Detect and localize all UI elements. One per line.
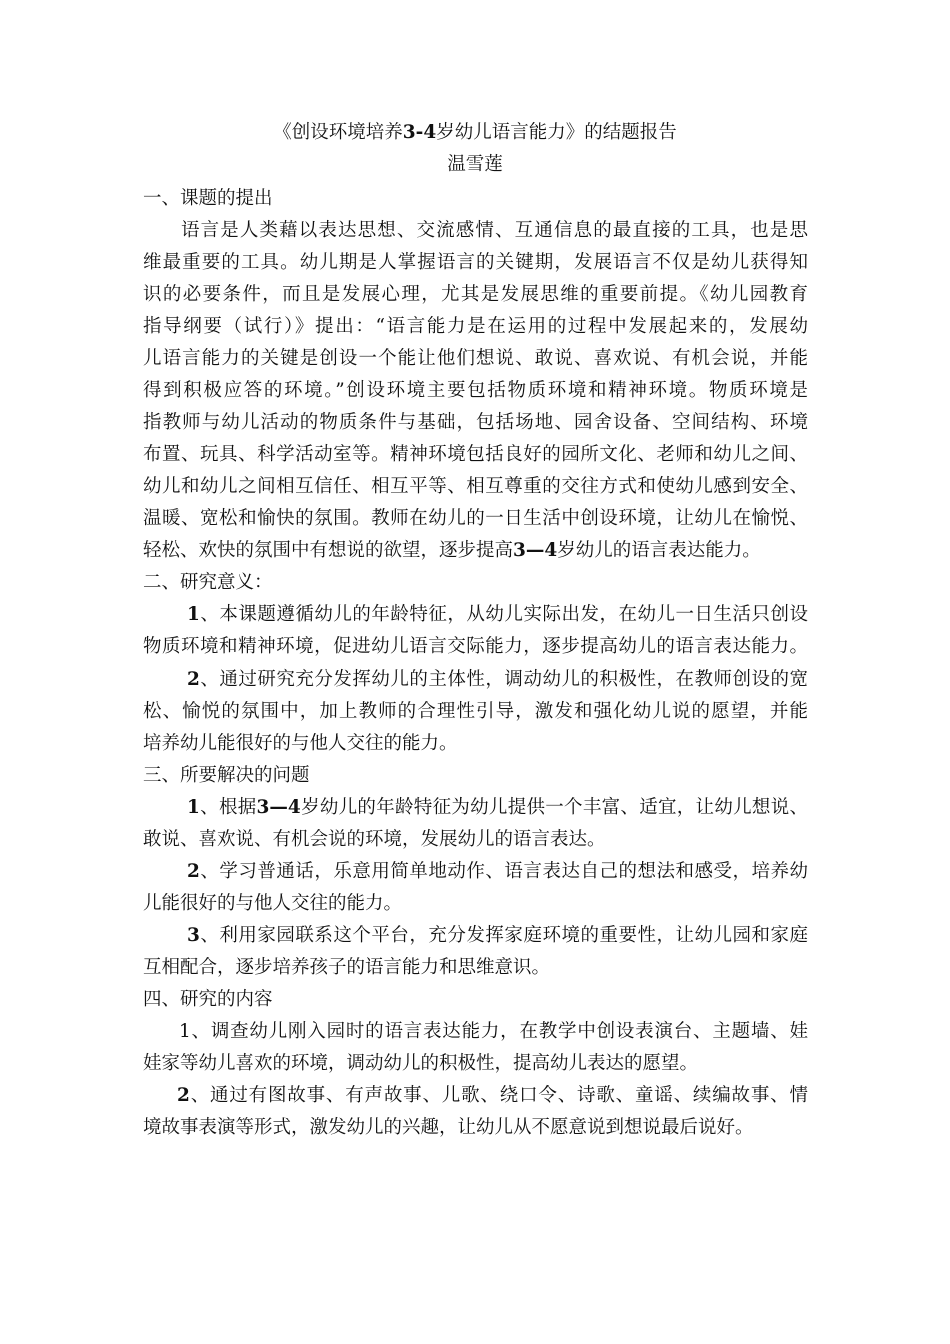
- title-text: 《创设环境培养: [273, 122, 403, 143]
- item-number: 3: [187, 925, 200, 946]
- paragraph-line: 维最重要的工具。幼儿期是人掌握语言的关键期，发展语言不仅是幼儿获得知: [143, 252, 808, 273]
- paragraph-line: 物质环境和精神环境，促进幼儿语言交际能力，逐步提高幼儿的语言表达能力。: [143, 636, 808, 657]
- paragraph-line: 境故事表演等形式，激发幼儿的兴趣，让幼儿从不愿意说到想说最后说好。: [143, 1117, 754, 1138]
- text-run: 、学习普通话，乐意用简单地动作、语言表达自己的想法和感受，培养幼: [199, 861, 808, 882]
- paragraph-line: 娃家等幼儿喜欢的环境，调动幼儿的积极性，提高幼儿表达的愿望。: [143, 1053, 699, 1074]
- paragraph-line: 互相配合，逐步培养孩子的语言能力和思维意识。: [143, 957, 551, 978]
- paragraph-line: 培养幼儿能很好的与他人交往的能力。: [143, 733, 458, 754]
- section-heading: 四、研究的内容: [143, 989, 273, 1010]
- text-run: 、通过研究充分发挥幼儿的主体性，调动幼儿的积极性，在教师创设的宽: [199, 669, 808, 690]
- item-number: 2: [187, 861, 200, 882]
- item-number: 2: [177, 1085, 190, 1106]
- text-run: 、通过有图故事、有声故事、儿歌、绕口令、诗歌、童谣、续编故事、情: [189, 1085, 808, 1106]
- paragraph-line: 语言是人类藉以表达思想、交流感情、互通信息的最直接的工具，也是思: [181, 220, 808, 241]
- text-run: 、利用家园联系这个平台，充分发挥家庭环境的重要性，让幼儿园和家庭: [199, 925, 808, 946]
- section-heading: 二、研究意义：: [143, 572, 273, 593]
- paragraph-line: 儿语言能力的关键是创设一个能让他们想说、敢说、喜欢说、有机会说，并能: [143, 348, 808, 369]
- paragraph-line: 敢说、喜欢说、有机会说的环境，发展幼儿的语言表达。: [143, 829, 606, 850]
- title-age: 3-4: [402, 122, 437, 143]
- paragraph-line: 指教师与幼儿活动的物质条件与基础，包括场地、园舍设备、空间结构、环境: [143, 412, 808, 433]
- item-number: 2: [187, 669, 200, 690]
- report-title: [0, 121, 950, 145]
- paragraph-line: [187, 603, 808, 627]
- text-run: 岁幼儿的年龄特征为幼儿提供一个丰富、适宜，让幼儿想说、: [300, 797, 808, 818]
- text-run: 轻松、欢快的氛围中有想说的欲望，逐步提高: [143, 540, 514, 561]
- text-run: 、本课题遵循幼儿的年龄特征，从幼儿实际出发，在幼儿一日生活只创设: [199, 604, 808, 625]
- paragraph-line: 儿能很好的与他人交往的能力。: [143, 893, 403, 914]
- paragraph-line: [143, 539, 761, 563]
- paragraph-line: [187, 668, 808, 692]
- age-range: 3—4: [513, 540, 558, 561]
- text-run: 、根据: [199, 797, 257, 818]
- paragraph-line: 温暖、宽松和愉快的氛围。教师在幼儿的一日生活中创设环境，让幼儿在愉悦、: [143, 508, 808, 529]
- author-name: 温雪莲: [447, 154, 503, 175]
- title-text: 岁幼儿语言能力》的结题报告: [436, 122, 677, 143]
- paragraph-line: 布置、玩具、科学活动室等。精神环境包括良好的园所文化、老师和幼儿之间、: [143, 444, 808, 465]
- paragraph-line: 1、调查幼儿刚入园时的语言表达能力，在教学中创设表演台、主题墙、娃: [179, 1021, 808, 1042]
- paragraph-line: [177, 1084, 808, 1108]
- item-number: 1: [187, 797, 200, 818]
- text-run: 岁幼儿的语言表达能力。: [557, 540, 761, 561]
- paragraph-line: 指导纲要（试行）》提出：“语言能力是在运用的过程中发展起来的，发展幼: [143, 316, 808, 337]
- paragraph-line: [187, 924, 808, 948]
- item-number: 1: [187, 604, 200, 625]
- paragraph-line: 识的必要条件，而且是发展心理，尤其是发展思维的重要前提。《幼儿园教育: [143, 284, 808, 305]
- paragraph-line: 幼儿和幼儿之间相互信任、相互平等、相互尊重的交往方式和使幼儿感到安全、: [143, 476, 808, 497]
- paragraph-line: [187, 796, 808, 820]
- paragraph-line: 得到积极应答的环境。”创设环境主要包括物质环境和精神环境。物质环境是: [143, 380, 808, 401]
- paragraph-line: [187, 860, 808, 884]
- paragraph-line: 松、愉悦的氛围中，加上教师的合理性引导，激发和强化幼儿说的愿望，并能: [143, 701, 808, 722]
- section-heading: 一、课题的提出: [143, 188, 273, 209]
- section-heading: 三、所要解决的问题: [143, 765, 310, 786]
- age-range: 3—4: [256, 797, 301, 818]
